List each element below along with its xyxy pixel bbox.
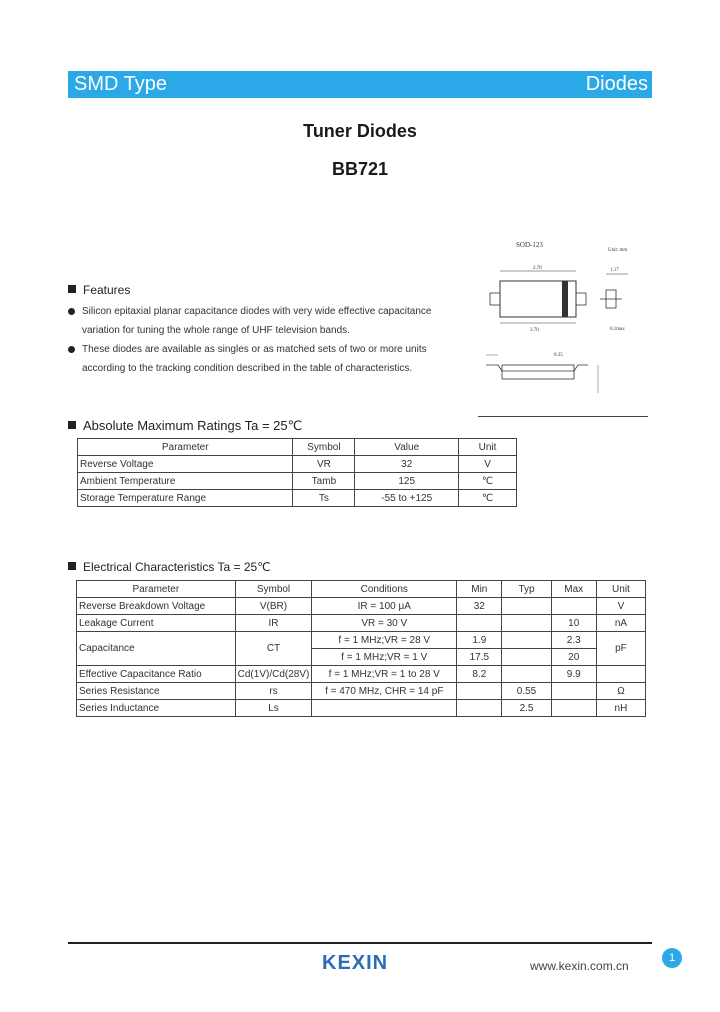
feature-item: These diodes are available as singles or as matched sets of two or more units according to the tracking condition described in the table of characteristics. xyxy=(68,340,438,378)
square-bullet-icon xyxy=(68,562,76,570)
package-dim-lead: 0.35 xyxy=(554,353,563,358)
square-bullet-icon xyxy=(68,285,76,293)
package-body-front xyxy=(486,365,588,371)
table-header-row xyxy=(78,439,517,456)
col-header: Unit xyxy=(459,439,517,456)
package-dim-top: 2.70 xyxy=(533,266,542,271)
feature-item: Silicon epitaxial planar capacitance diodes with very wide effective capacitance variation for tuning the whole range of UHF television bands. xyxy=(68,302,438,340)
package-name: SOD-123 xyxy=(516,241,543,249)
abs-max-ratings-table xyxy=(77,438,517,507)
square-bullet-icon xyxy=(68,421,76,429)
table-header-row: Parameter Symbol Conditions Min Typ Max Unit xyxy=(77,581,646,598)
document-title: Tuner Diodes xyxy=(303,121,417,141)
col-header: Parameter xyxy=(78,439,293,456)
features-list xyxy=(68,302,438,378)
col-header: Value xyxy=(355,439,459,456)
table-row: Capacitance CT f = 1 MHz;VR = 28 V 1.9 2.3 pF xyxy=(77,632,646,649)
table-row: Ambient Temperature Tamb 125 ℃ xyxy=(78,473,517,490)
electrical-characteristics-table xyxy=(76,580,646,717)
table-row: Effective Capacitance Ratio Cd(1V)/Cd(28V) f = 1 MHz;VR = 1 to 28 V 8.2 9.9 xyxy=(77,666,646,683)
bullet-dot-icon xyxy=(68,346,75,353)
package-dim-thickness: 0.1max xyxy=(610,327,625,332)
footer-divider xyxy=(68,942,652,944)
package-outline-drawing xyxy=(478,238,648,418)
package-divider xyxy=(478,416,648,417)
features-heading: Features xyxy=(68,283,130,297)
page-number-badge: 1 xyxy=(662,948,682,968)
table-row: Reverse Breakdown Voltage V(BR) IR = 100 μA 32 V xyxy=(77,598,646,615)
package-dim-side: 1.17 xyxy=(610,268,619,273)
col-header: Symbol xyxy=(293,439,355,456)
package-unit: Unit: mm xyxy=(608,248,628,253)
table-row: f = 1 MHz;VR = 1 V 17.5 20 xyxy=(77,649,646,666)
part-number: BB721 xyxy=(331,159,389,179)
header-left-label: SMD Type xyxy=(74,73,167,95)
kexin-logo: KEXIN xyxy=(322,952,389,974)
abs-max-ratings-heading: Absolute Maximum Ratings Ta = 25℃ xyxy=(68,418,302,434)
table-row: Storage Temperature Range Ts -55 to +125 ℃ xyxy=(78,490,517,507)
table-row: Series Resistance rs f = 470 MHz, CHR = 14 pF 0.55 Ω xyxy=(77,683,646,700)
package-dim-bottom: 3.70 xyxy=(530,328,539,333)
header-right-label: Diodes xyxy=(585,73,648,95)
electrical-characteristics-heading: Electrical Characteristics Ta = 25℃ xyxy=(68,560,271,574)
table-row: Leakage Current IR VR = 30 V 10 nA xyxy=(77,615,646,632)
website-link[interactable]: www.kexin.com.cn xyxy=(530,959,629,973)
table-row: Reverse Voltage VR 32 V xyxy=(78,456,517,473)
header-banner xyxy=(68,71,652,98)
bullet-dot-icon xyxy=(68,308,75,315)
table-row: Series Inductance Ls 2.5 nH xyxy=(77,700,646,717)
